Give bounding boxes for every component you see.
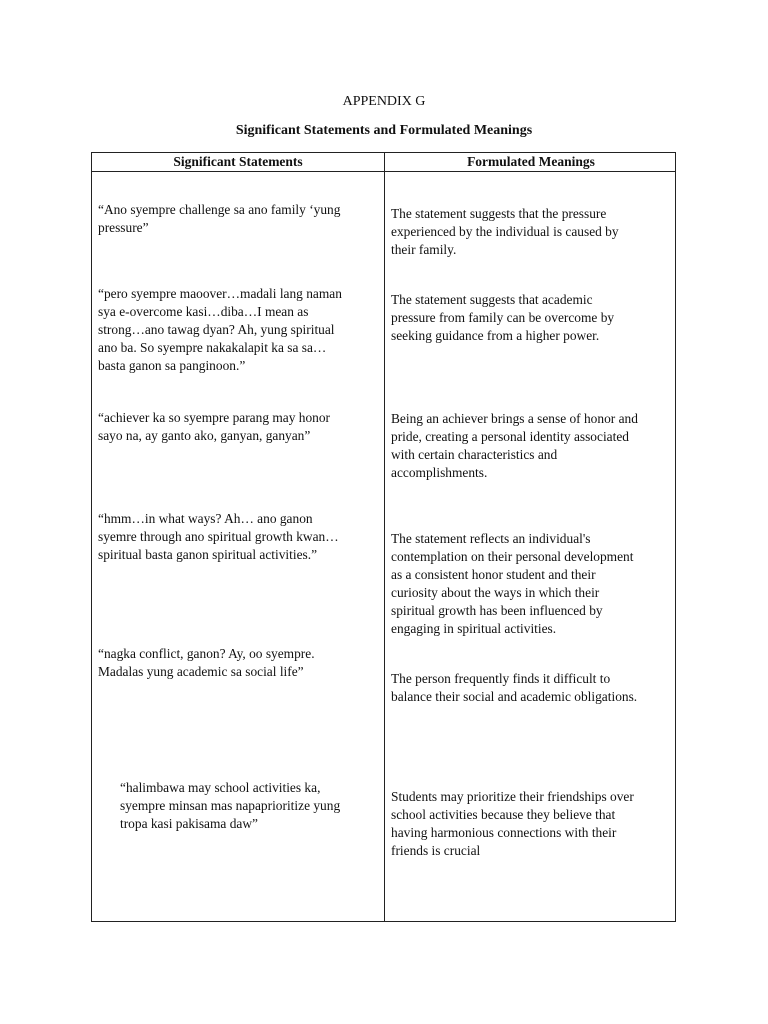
meaning-cell: The statement reflects an individual's contemplation on their personal development as a consistent honor student and their curiosity about the ways in which their spiritual growth has been influenced by engaging in spiritual activities. (391, 531, 634, 636)
column-header-statements: Significant Statements (173, 154, 303, 169)
statements-table (91, 152, 676, 922)
table-caption: Significant Statements and Formulated Meanings (235, 123, 533, 138)
statement-cell: “achiever ka so syempre parang may honor sayo na, ay ganto ako, ganyan, ganyan” (98, 410, 331, 443)
column-divider (384, 153, 385, 921)
meaning-cell: The person frequently finds it difficult to balance their social and academic obligations. (391, 671, 638, 704)
meaning-cell: Being an achiever brings a sense of honor and pride, creating a personal identity associated with certain characteristics and accomplishments. (391, 411, 638, 480)
statement-cell: “halimbawa may school activities ka, syempre minsan mas napaprioritize yung tropa kasi pakisama daw” (120, 780, 341, 831)
statement-cell: “Ano syempre challenge sa ano family ‘yung pressure” (98, 202, 341, 235)
statement-cell: “hmm…in what ways? Ah… ano ganon syemre through ano spiritual growth kwan… spiritual basta ganon spiritual activities.” (98, 511, 339, 562)
meaning-cell: The statement suggests that academic pressure from family can be overcome by seeking guidance from a higher power. (391, 292, 615, 343)
meaning-cell: Students may prioritize their friendships over school activities because they believe that having harmonious connections with their friends is crucial (391, 789, 634, 858)
statement-cell: “pero syempre maoover…madali lang naman sya e-overcome kasi…diba…I mean as strong…ano tawag dyan? Ah, yung spiritual ano ba. So syempre nakakalapit ka sa sa… basta ganon sa panginoon.” (98, 286, 342, 373)
page-title: APPENDIX G (342, 94, 426, 109)
column-header-meanings: Formulated Meanings (467, 154, 595, 169)
meaning-cell: The statement suggests that the pressure experienced by the individual is caused by their family. (391, 206, 619, 257)
statement-cell: “nagka conflict, ganon? Ay, oo syempre. Madalas yung academic sa social life” (98, 646, 315, 679)
